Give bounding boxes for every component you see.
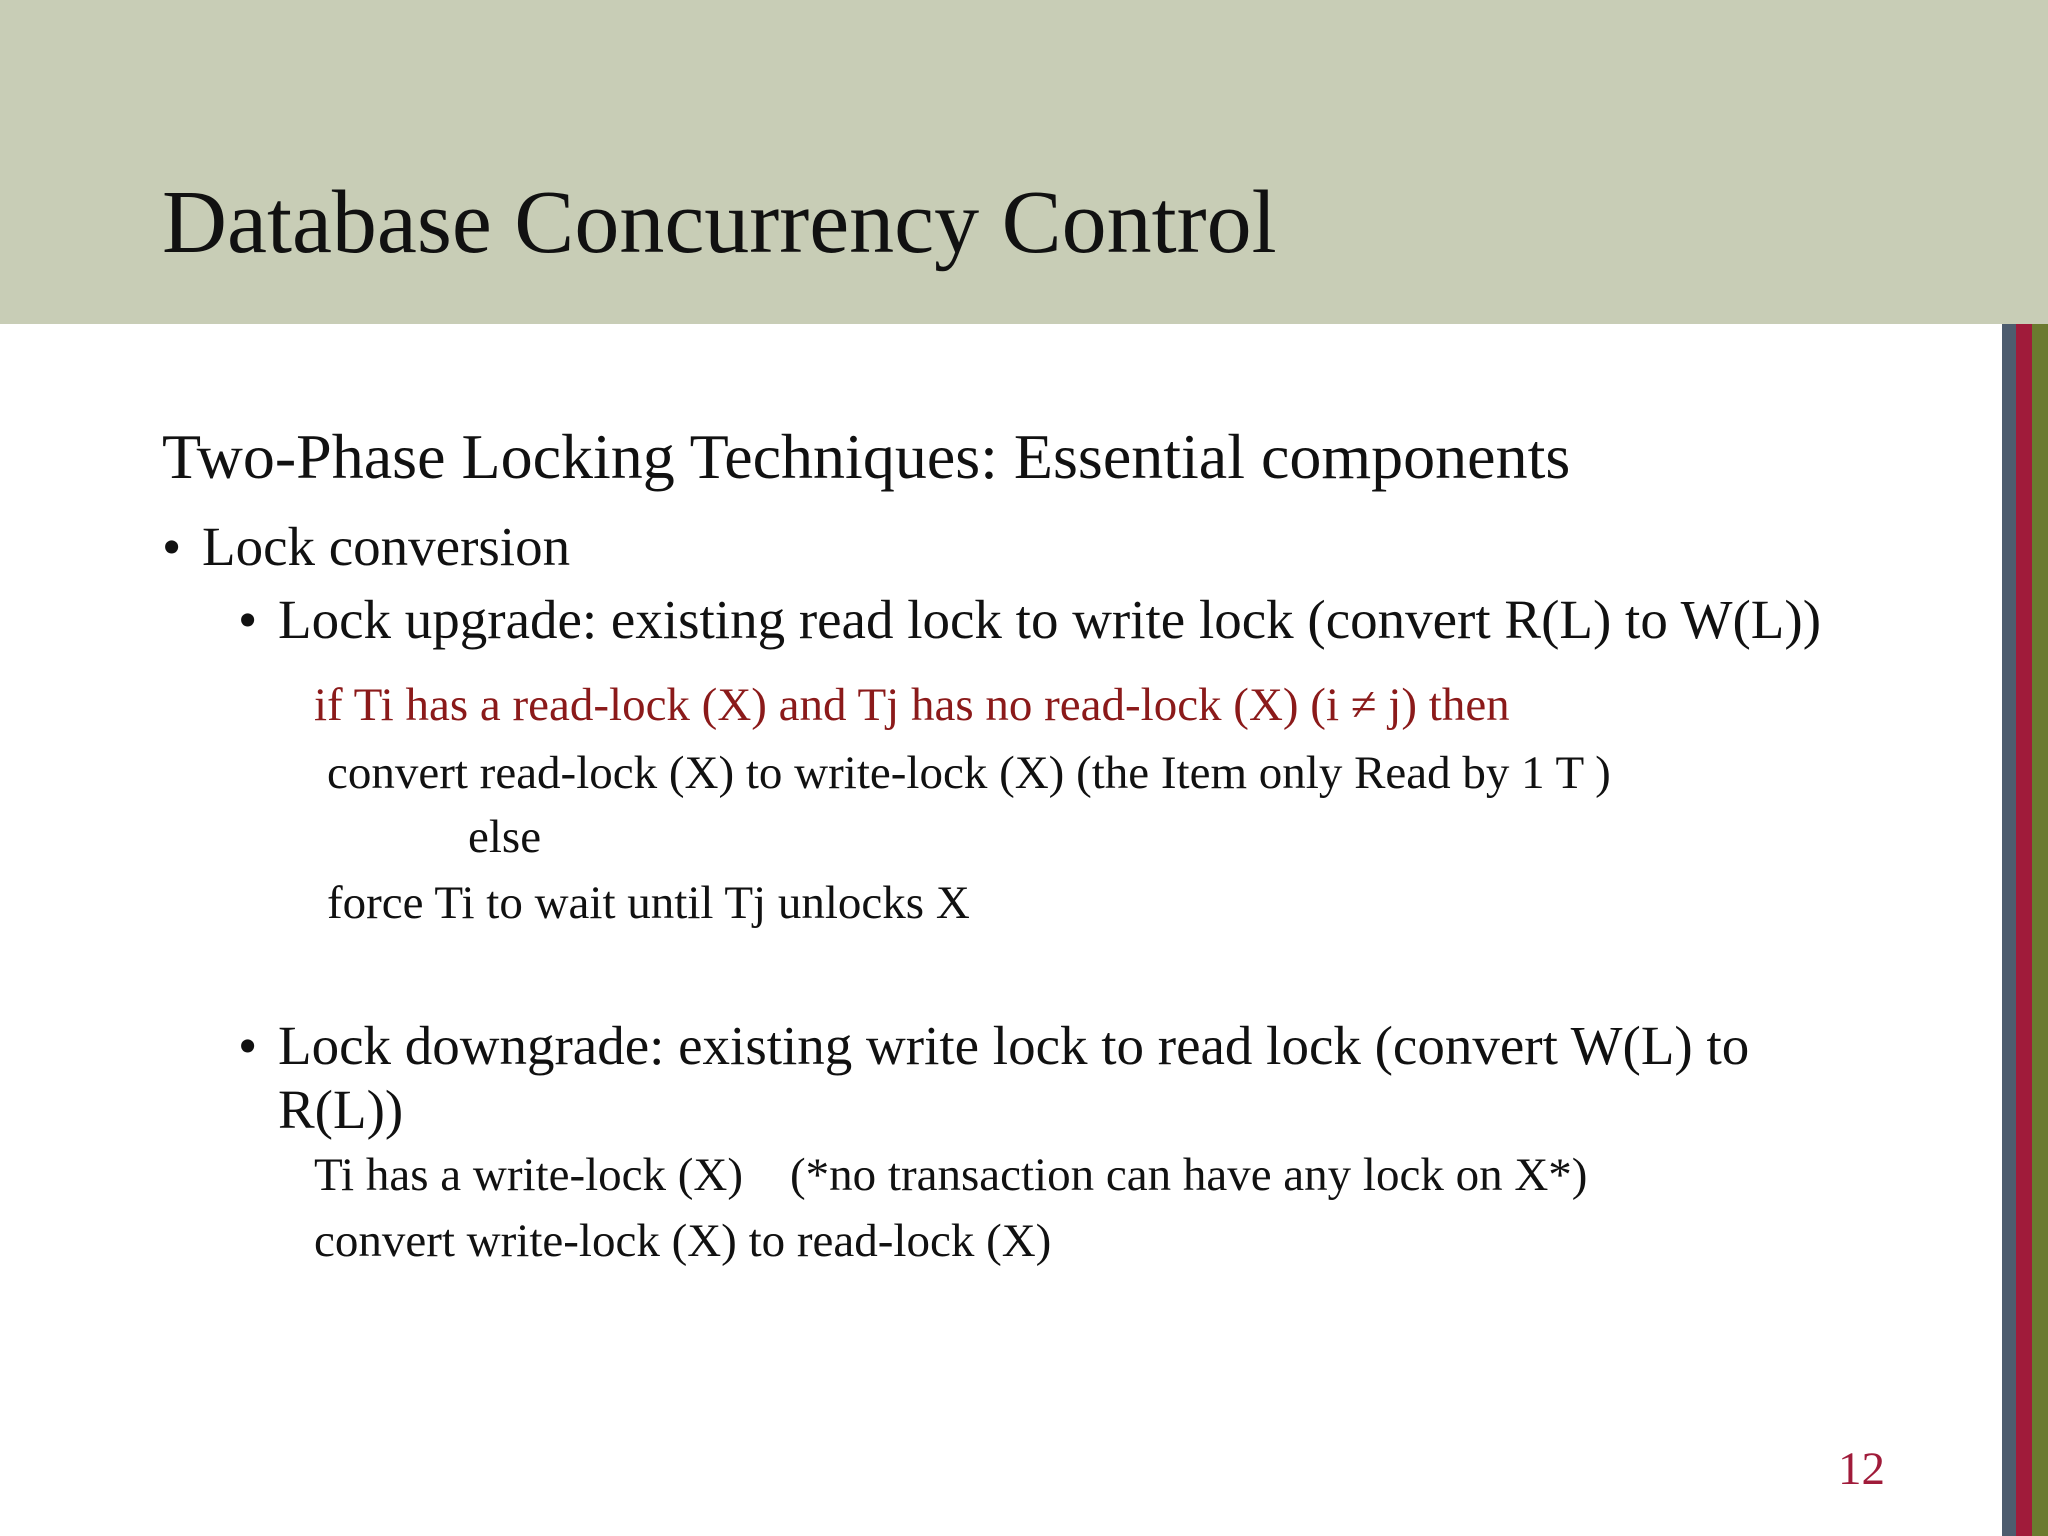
bullet-lock-downgrade [238, 1014, 1749, 1077]
upgrade-code-line: else [468, 811, 542, 863]
bullet-symbol: • [238, 1015, 258, 1076]
bullet-text: Lock upgrade: existing read lock to write lock (convert R(L) to W(L)) [278, 589, 1822, 650]
stripe-slate [2002, 324, 2016, 1536]
decorative-side-stripes [2002, 324, 2048, 1536]
bullet-symbol: • [238, 589, 258, 650]
bullet-text: Lock downgrade: existing write lock to read lock (convert W(L) to [278, 1015, 1750, 1076]
page-number: 12 [1838, 1443, 1885, 1495]
title-band [0, 0, 2048, 324]
stripe-maroon [2016, 324, 2032, 1536]
section-heading: Two-Phase Locking Techniques: Essential components [162, 421, 1571, 492]
bullet-text: Lock conversion [202, 516, 571, 577]
upgrade-code-line: if Ti has a read-lock (X) and Tj has no read-lock (X) (i ≠ j) then [314, 679, 1510, 731]
slide-title: Database Concurrency Control [162, 173, 1277, 272]
upgrade-code-line: convert read-lock (X) to write-lock (X) (the Item only Read by 1 T ) [327, 747, 1611, 799]
bullet-lock-conversion [162, 515, 570, 578]
downgrade-code-line: Ti has a write-lock (X) (*no transaction can have any lock on X*) [314, 1149, 1588, 1201]
downgrade-code-line: convert write-lock (X) to read-lock (X) [314, 1215, 1052, 1267]
upgrade-code-line: force Ti to wait until Tj unlocks X [327, 877, 970, 929]
bullet-text-continuation: R(L)) [278, 1079, 404, 1140]
bullet-symbol: • [162, 516, 182, 577]
stripe-olive [2032, 324, 2048, 1536]
bullet-lock-upgrade [238, 588, 1821, 651]
